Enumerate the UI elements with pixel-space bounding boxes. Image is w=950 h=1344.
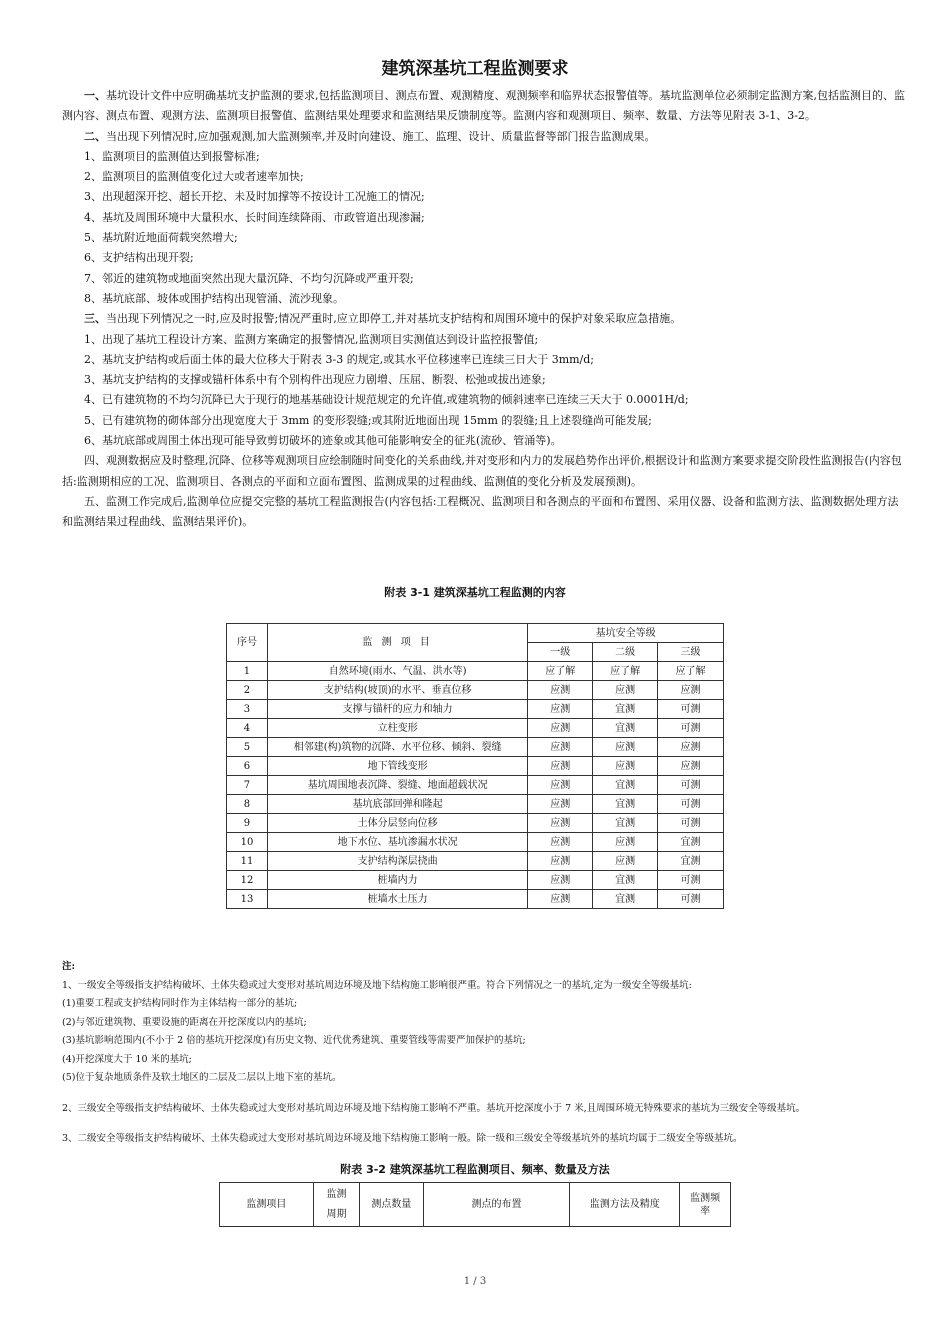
list-item: 1、监测项目的监测值达到报警标准; [84, 149, 260, 163]
table-cell: 自然环境(雨水、气温、洪水等) [267, 662, 527, 681]
table-cell: 应测 [593, 833, 658, 852]
table-cell: 应测 [528, 833, 593, 852]
table-cell: 可测 [658, 776, 724, 795]
list-item: 1、出现了基坑工程设计方案、监测方案确定的报警情况,监测项目实测值达到设计监控报警值; [84, 332, 539, 346]
table-cell: 可测 [658, 719, 724, 738]
col-header-level-3: 三级 [658, 643, 724, 662]
document-title: 建筑深基坑工程监测要求 [381, 59, 569, 79]
table-row [227, 776, 724, 795]
table-cell: 2 [227, 681, 268, 700]
table-cell: 应了解 [528, 662, 593, 681]
note-line: (5)位于复杂地质条件及软土地区的二层及二层以上地下室的基坑。 [62, 1072, 342, 1083]
table-cell: 相邻建(构)筑物的沉降、水平位移、倾斜、裂缝 [267, 738, 527, 757]
list-item: 5、基坑附近地面荷载突然增大; [84, 231, 238, 245]
table-cell: 可测 [658, 814, 724, 833]
col-header: 监测 周期 [313, 1183, 359, 1227]
col-header: 测点的布置 [423, 1183, 570, 1227]
table-cell: 土体分层竖向位移 [267, 814, 527, 833]
note-line: (2)与邻近建筑物、重要设施的距离在开挖深度以内的基坑; [62, 1016, 307, 1028]
col-header-level-1: 一级 [528, 643, 593, 662]
table-cell: 应测 [593, 757, 658, 776]
table-cell: 立柱变形 [267, 719, 527, 738]
table-cell: 地下水位、基坑渗漏水状况 [267, 833, 527, 852]
note-line: 1、一级安全等级指支护结构破坏、土体失稳或过大变形对基坑周边环境及地下结构施工影响很严重。符合下列情况之一的基坑,定为一级安全等级基坑: [62, 979, 692, 991]
table-cell: 地下管线变形 [267, 757, 527, 776]
table-cell: 基坑周围地表沉降、裂缝、地面超载状况 [267, 776, 527, 795]
table-cell: 应了解 [658, 662, 724, 681]
list-item: 3、基坑支护结构的支撑或锚杆体系中有个别构件出现应力剧增、压屈、断裂、松弛或拔出迹象; [84, 373, 546, 387]
table-cell: 应了解 [593, 662, 658, 681]
table-row [227, 700, 724, 719]
table-cell: 8 [227, 795, 268, 814]
table2-caption: 附表 3-2 建筑深基坑工程监测项目、频率、数量及方法 [340, 1163, 610, 1176]
list-item: 6、基坑底部或周围土体出现可能导致剪切破坏的迹象或其他可能影响安全的征兆(流砂、管涌等)。 [84, 434, 562, 448]
table-row [227, 681, 724, 700]
table-cell: 应测 [528, 700, 593, 719]
col-header: 监测频 率 [680, 1183, 731, 1227]
table-cell: 可测 [658, 700, 724, 719]
list-item: 4、已有建筑物的不均匀沉降已大于现行的地基基础设计规范规定的允许值,或建筑物的倾斜速率已连续三天大于 0.0001H/d; [84, 393, 689, 407]
paragraph: 五、监测工作完成后,监测单位应提交完整的基坑工程监测报告(内容包括:工程概况、监测项目和各测点的平面和布置图、采用仪器、设备和监测方法、监测数据处理方法和监测结果过程曲线、监测结果评价)。 [62, 494, 899, 529]
table-row [227, 890, 724, 909]
table-cell: 宜测 [593, 814, 658, 833]
table-cell: 12 [227, 871, 268, 890]
table-cell: 应测 [528, 681, 593, 700]
table-cell: 宜测 [593, 776, 658, 795]
table-row [227, 814, 724, 833]
table-cell: 11 [227, 852, 268, 871]
table-cell: 支撑与锚杆的应力和轴力 [267, 700, 527, 719]
col-header-item: 监 测 项 目 [267, 624, 527, 662]
table-row [227, 871, 724, 890]
table-row [227, 833, 724, 852]
table-cell: 3 [227, 700, 268, 719]
col-header-seq: 序号 [227, 624, 268, 662]
table-cell: 可测 [658, 890, 724, 909]
col-header-level-2: 二级 [593, 643, 658, 662]
table-cell: 10 [227, 833, 268, 852]
table-cell: 宜测 [658, 833, 724, 852]
table-row [227, 662, 724, 681]
table-cell: 宜测 [593, 700, 658, 719]
paragraph: 二、当出现下列情况时,应加强观测,加大监测频率,并及时向建设、施工、监理、设计、质量监督等部门报告监测成果。 [84, 129, 656, 143]
monitoring-content-table [226, 623, 724, 909]
table-cell: 应测 [593, 681, 658, 700]
list-item: 6、支护结构出现开裂; [84, 251, 194, 265]
table-cell: 9 [227, 814, 268, 833]
list-item: 2、基坑支护结构或后面土体的最大位移大于附表 3-3 的规定,或其水平位移速率已连续三日大于 3mm/d; [84, 352, 595, 366]
list-item: 8、基坑底部、坡体或围护结构出现管涌、流沙现象。 [84, 291, 344, 305]
list-item: 7、邻近的建筑物或地面突然出现大量沉降、不均匀沉降或严重开裂; [84, 271, 414, 285]
table-cell: 13 [227, 890, 268, 909]
table-cell: 可测 [658, 871, 724, 890]
table-cell: 7 [227, 776, 268, 795]
table-cell: 支护结构(坡顶)的水平、垂直位移 [267, 681, 527, 700]
note-line: (3)基坑影响范围内(不小于 2 倍的基坑开挖深度)有历史文物、近代优秀建筑、重要管线等需要严加保护的基坑; [62, 1035, 526, 1046]
note-line: (4)开挖深度大于 10 米的基坑; [62, 1053, 192, 1065]
table-cell: 可测 [658, 795, 724, 814]
table-cell: 应测 [528, 776, 593, 795]
table-cell: 应测 [528, 738, 593, 757]
table-row [227, 757, 724, 776]
table-cell: 宜测 [593, 871, 658, 890]
col-header-safety-level: 基坑安全等级 [528, 624, 724, 643]
table-cell: 应测 [528, 795, 593, 814]
table-cell: 应测 [593, 852, 658, 871]
list-item: 4、基坑及周围环境中大量积水、长时间连续降雨、市政管道出现渗漏; [84, 210, 425, 224]
list-item: 2、监测项目的监测值变化过大或者速率加快; [84, 170, 304, 184]
notes [62, 958, 922, 1149]
table-cell: 4 [227, 719, 268, 738]
body-text [62, 86, 906, 533]
col-header: 监测项目 [220, 1183, 314, 1227]
table-cell: 5 [227, 738, 268, 757]
table-cell: 支护结构深层挠曲 [267, 852, 527, 871]
table-cell: 桩墙内力 [267, 871, 527, 890]
paragraph: 三、当出现下列情况之一时,应及时报警;情况严重时,应立即停工,并对基坑支护结构和周围环境中的保护对象采取应急措施。 [84, 312, 682, 326]
table-cell: 应测 [658, 738, 724, 757]
notes-heading: 注: [62, 961, 76, 972]
table-cell: 6 [227, 757, 268, 776]
table1-caption: 附表 3-1 建筑深基坑工程监测的内容 [384, 586, 566, 599]
col-header: 测点数量 [360, 1183, 424, 1227]
table-cell: 应测 [528, 814, 593, 833]
note-line: 2、三级安全等级指支护结构破坏、土体失稳或过大变形对基坑周边环境及地下结构施工影响不严重。基坑开挖深度小于 7 米,且周围环境无特殊要求的基坑为三级安全等级基坑。 [62, 1102, 806, 1114]
table-cell: 应测 [528, 719, 593, 738]
table-row [227, 852, 724, 871]
page-number: 1 / 3 [463, 1276, 487, 1287]
table-cell: 1 [227, 662, 268, 681]
paragraph: 四、观测数据应及时整理,沉降、位移等观测项目应绘制随时间变化的关系曲线,并对变形和内力的发展趋势作出评价,根据设计和监测方案要求提交阶段性监测报告(内容包括:监测期相应的工况、监测项目、各测点的平面和立面布置图、监测成果的过程曲线、监测值的变化分析及发展预测)。 [62, 454, 902, 488]
table-cell: 宜测 [593, 795, 658, 814]
table-cell: 应测 [658, 681, 724, 700]
list-item: 3、出现超深开挖、超长开挖、未及时加撑等不按设计工况施工的情况; [84, 190, 425, 204]
table-cell: 基坑底部回弹和隆起 [267, 795, 527, 814]
paragraph: 一、基坑设计文件中应明确基坑支护监测的要求,包括监测项目、测点布置、观测精度、观测频率和临界状态报警值等。基坑监测单位必须制定监测方案,包括监测目的、监测内容、测点布置、观测方法、监测项目报警值、监测结果处理要求和监测结果反馈制度等。监测内容和观测项目、频率、数量、方法等见附表 3-1、3-2。 [62, 89, 905, 123]
table-cell: 应测 [658, 757, 724, 776]
note-line: (1)重要工程或支护结构同时作为主体结构一部分的基坑; [62, 998, 298, 1009]
table-row [227, 719, 724, 738]
note-line: 3、二级安全等级指支护结构破坏、土体失稳或过大变形对基坑周边环境及地下结构施工影响一般。除一级和三级安全等级基坑外的基坑均属于二级安全等级基坑。 [62, 1133, 743, 1144]
table-cell: 应测 [528, 852, 593, 871]
table-cell: 桩墙水土压力 [267, 890, 527, 909]
table-cell: 应测 [528, 757, 593, 776]
table-cell: 宜测 [593, 890, 658, 909]
monitoring-method-table [219, 1182, 731, 1227]
table-cell: 应测 [593, 738, 658, 757]
table-cell: 应测 [528, 871, 593, 890]
table-cell: 宜测 [593, 719, 658, 738]
col-header: 监测方法及精度 [570, 1183, 680, 1227]
table-row [227, 738, 724, 757]
list-item: 5、已有建筑物的砌体部分出现宽度大于 3mm 的变形裂缝;或其附近地面出现 15mm 的裂缝;且上述裂缝尚可能发展; [84, 413, 652, 427]
table-cell: 宜测 [658, 852, 724, 871]
table-cell: 应测 [528, 890, 593, 909]
table-row [227, 795, 724, 814]
